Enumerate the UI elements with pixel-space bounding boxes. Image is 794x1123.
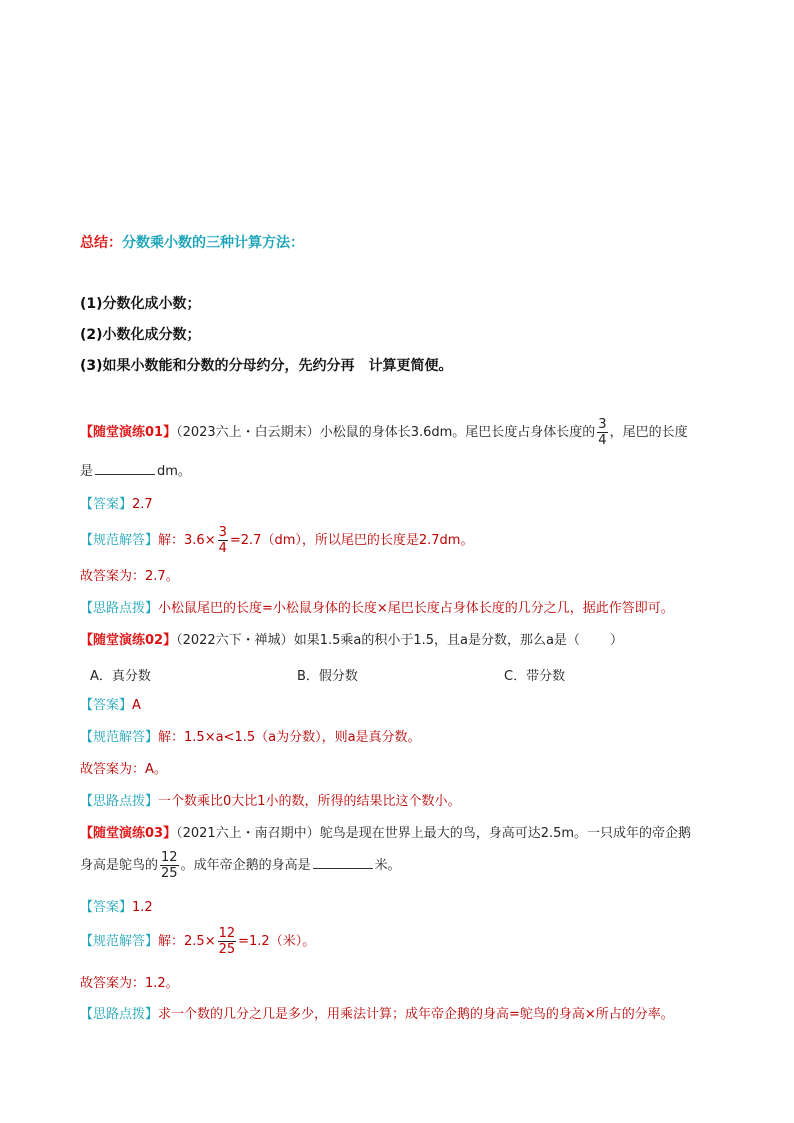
answer-label: 【答案】	[80, 698, 133, 713]
exercise-3-solution-b: =1.2（米）。	[238, 934, 316, 949]
exercise-1-answer	[80, 496, 153, 514]
exercise-1-question-line2	[80, 462, 191, 481]
exercise-3-solution	[80, 922, 315, 962]
exercise-3-answer	[80, 899, 153, 917]
exercise-3-question-line2	[80, 846, 401, 886]
exercise-1-answer-value: 2.7	[132, 497, 153, 512]
exercise-2-solution-text: 解：1.5×a<1.5（a为分数），则a是真分数。	[158, 730, 421, 745]
answer-label: 【答案】	[80, 497, 133, 512]
exercise-2-hint-text: 一个数乘比0大比1小的数，所得的结果比这个数小。	[158, 794, 461, 809]
exercise-1-hint-text: 小松鼠尾巴的长度=小松鼠身体的长度×尾巴长度占身体长度的几分之几，据此作答即可。	[158, 601, 674, 616]
exercise-3-solution-fraction	[218, 926, 237, 957]
fraction-denominator: 25	[218, 942, 236, 957]
exercise-1-fraction	[597, 417, 607, 448]
exercise-2-question-close: ）	[609, 633, 623, 648]
exercise-3-source: （2021六上・南召期中）	[176, 826, 320, 841]
answer-blank	[313, 856, 373, 869]
exercise-1-question	[80, 416, 688, 450]
summary-heading	[80, 234, 304, 252]
exercise-1-solution-fraction	[218, 525, 228, 556]
fraction-numerator: 3	[598, 417, 607, 432]
answer-blank	[95, 462, 155, 475]
fraction-denominator: 4	[218, 541, 227, 556]
option-c: C．带分数	[504, 669, 566, 684]
exercise-2-answer-value: A	[132, 698, 141, 713]
exercise-2-tag: 【随堂演练02】	[80, 633, 177, 648]
exercise-1-source: （2023六上・白云期末）	[176, 425, 320, 440]
exercise-2-answer	[80, 697, 141, 715]
exercise-1-tag: 【随堂演练01】	[80, 425, 177, 440]
exercise-2-solution	[80, 729, 421, 747]
option-b: B．假分数	[297, 669, 358, 684]
exercise-1-question-text-2: ，尾巴的长度	[609, 425, 688, 440]
summary-item-3: (3)如果小数能和分数的分母约分，先约分再 计算更简便。	[80, 358, 453, 374]
exercise-2-source: （2022六下・禅城）	[176, 633, 294, 648]
fraction-denominator: 25	[161, 866, 178, 881]
exercise-3-hint	[80, 1006, 674, 1024]
exercise-3-question-line2-b: 。成年帝企鹅的身高是	[180, 858, 311, 873]
solution-label: 【规范解答】	[80, 730, 159, 745]
option-a: A．真分数	[90, 669, 151, 684]
exercise-3-tag: 【随堂演练03】	[80, 826, 177, 841]
exercise-3-question-text: 鸵鸟是现在世界上最大的鸟，身高可达2.5m。一只成年的帝企鹅	[319, 826, 692, 841]
exercise-3-answer-value: 1.2	[132, 900, 153, 915]
summary-item-2: (2)小数化成分数；	[80, 327, 201, 343]
exercise-2-hint	[80, 793, 461, 811]
hint-label: 【思路点拨】	[80, 601, 159, 616]
exercise-3-question	[80, 825, 691, 843]
exercise-3-fraction	[160, 850, 179, 881]
exercise-3-question-line2-c: 米。	[374, 858, 401, 873]
exercise-3-hint-text: 求一个数的几分之几是多少，用乘法计算；成年帝企鹅的身高=鸵鸟的身高×所占的分率。	[158, 1007, 674, 1022]
exercise-1-question-line2-b: dm。	[157, 464, 191, 479]
exercise-1-question-text: 小松鼠的身体长3.6dm。尾巴长度占身体长度的	[319, 425, 596, 440]
fraction-numerator: 12	[161, 850, 178, 865]
summary-title-text: 分数乘小数的三种计算方法：	[122, 235, 304, 251]
exercise-2-question-text: 如果1.5乘a的积小于1.5，且a是分数，那么a是（	[293, 633, 580, 648]
exercise-2-question	[80, 632, 623, 650]
answer-label: 【答案】	[80, 900, 133, 915]
exercise-1-question-line2-a: 是	[80, 464, 94, 479]
exercise-2-conclusion: 故答案为：A。	[80, 762, 167, 777]
exercise-1-hint	[80, 600, 674, 618]
fraction-numerator: 12	[218, 926, 236, 941]
exercise-3-question-line2-a: 身高是鸵鸟的	[80, 858, 159, 873]
summary-item-1: (1)分数化成小数；	[80, 296, 201, 312]
hint-label: 【思路点拨】	[80, 794, 159, 809]
exercise-1-conclusion: 故答案为：2.7。	[80, 569, 179, 584]
exercise-3-conclusion: 故答案为：1.2。	[80, 976, 179, 991]
solution-label: 【规范解答】	[80, 934, 159, 949]
fraction-denominator: 4	[598, 433, 607, 448]
hint-label: 【思路点拨】	[80, 1007, 159, 1022]
summary-label: 总结：	[80, 235, 122, 251]
exercise-1-solution	[80, 522, 473, 560]
exercise-3-solution-a: 解：2.5×	[158, 934, 216, 949]
exercise-1-solution-b: =2.7（dm），所以尾巴的长度是2.7dm。	[229, 533, 474, 548]
exercise-1-solution-a: 解：3.6×	[158, 533, 216, 548]
fraction-numerator: 3	[218, 525, 227, 540]
solution-label: 【规范解答】	[80, 533, 159, 548]
